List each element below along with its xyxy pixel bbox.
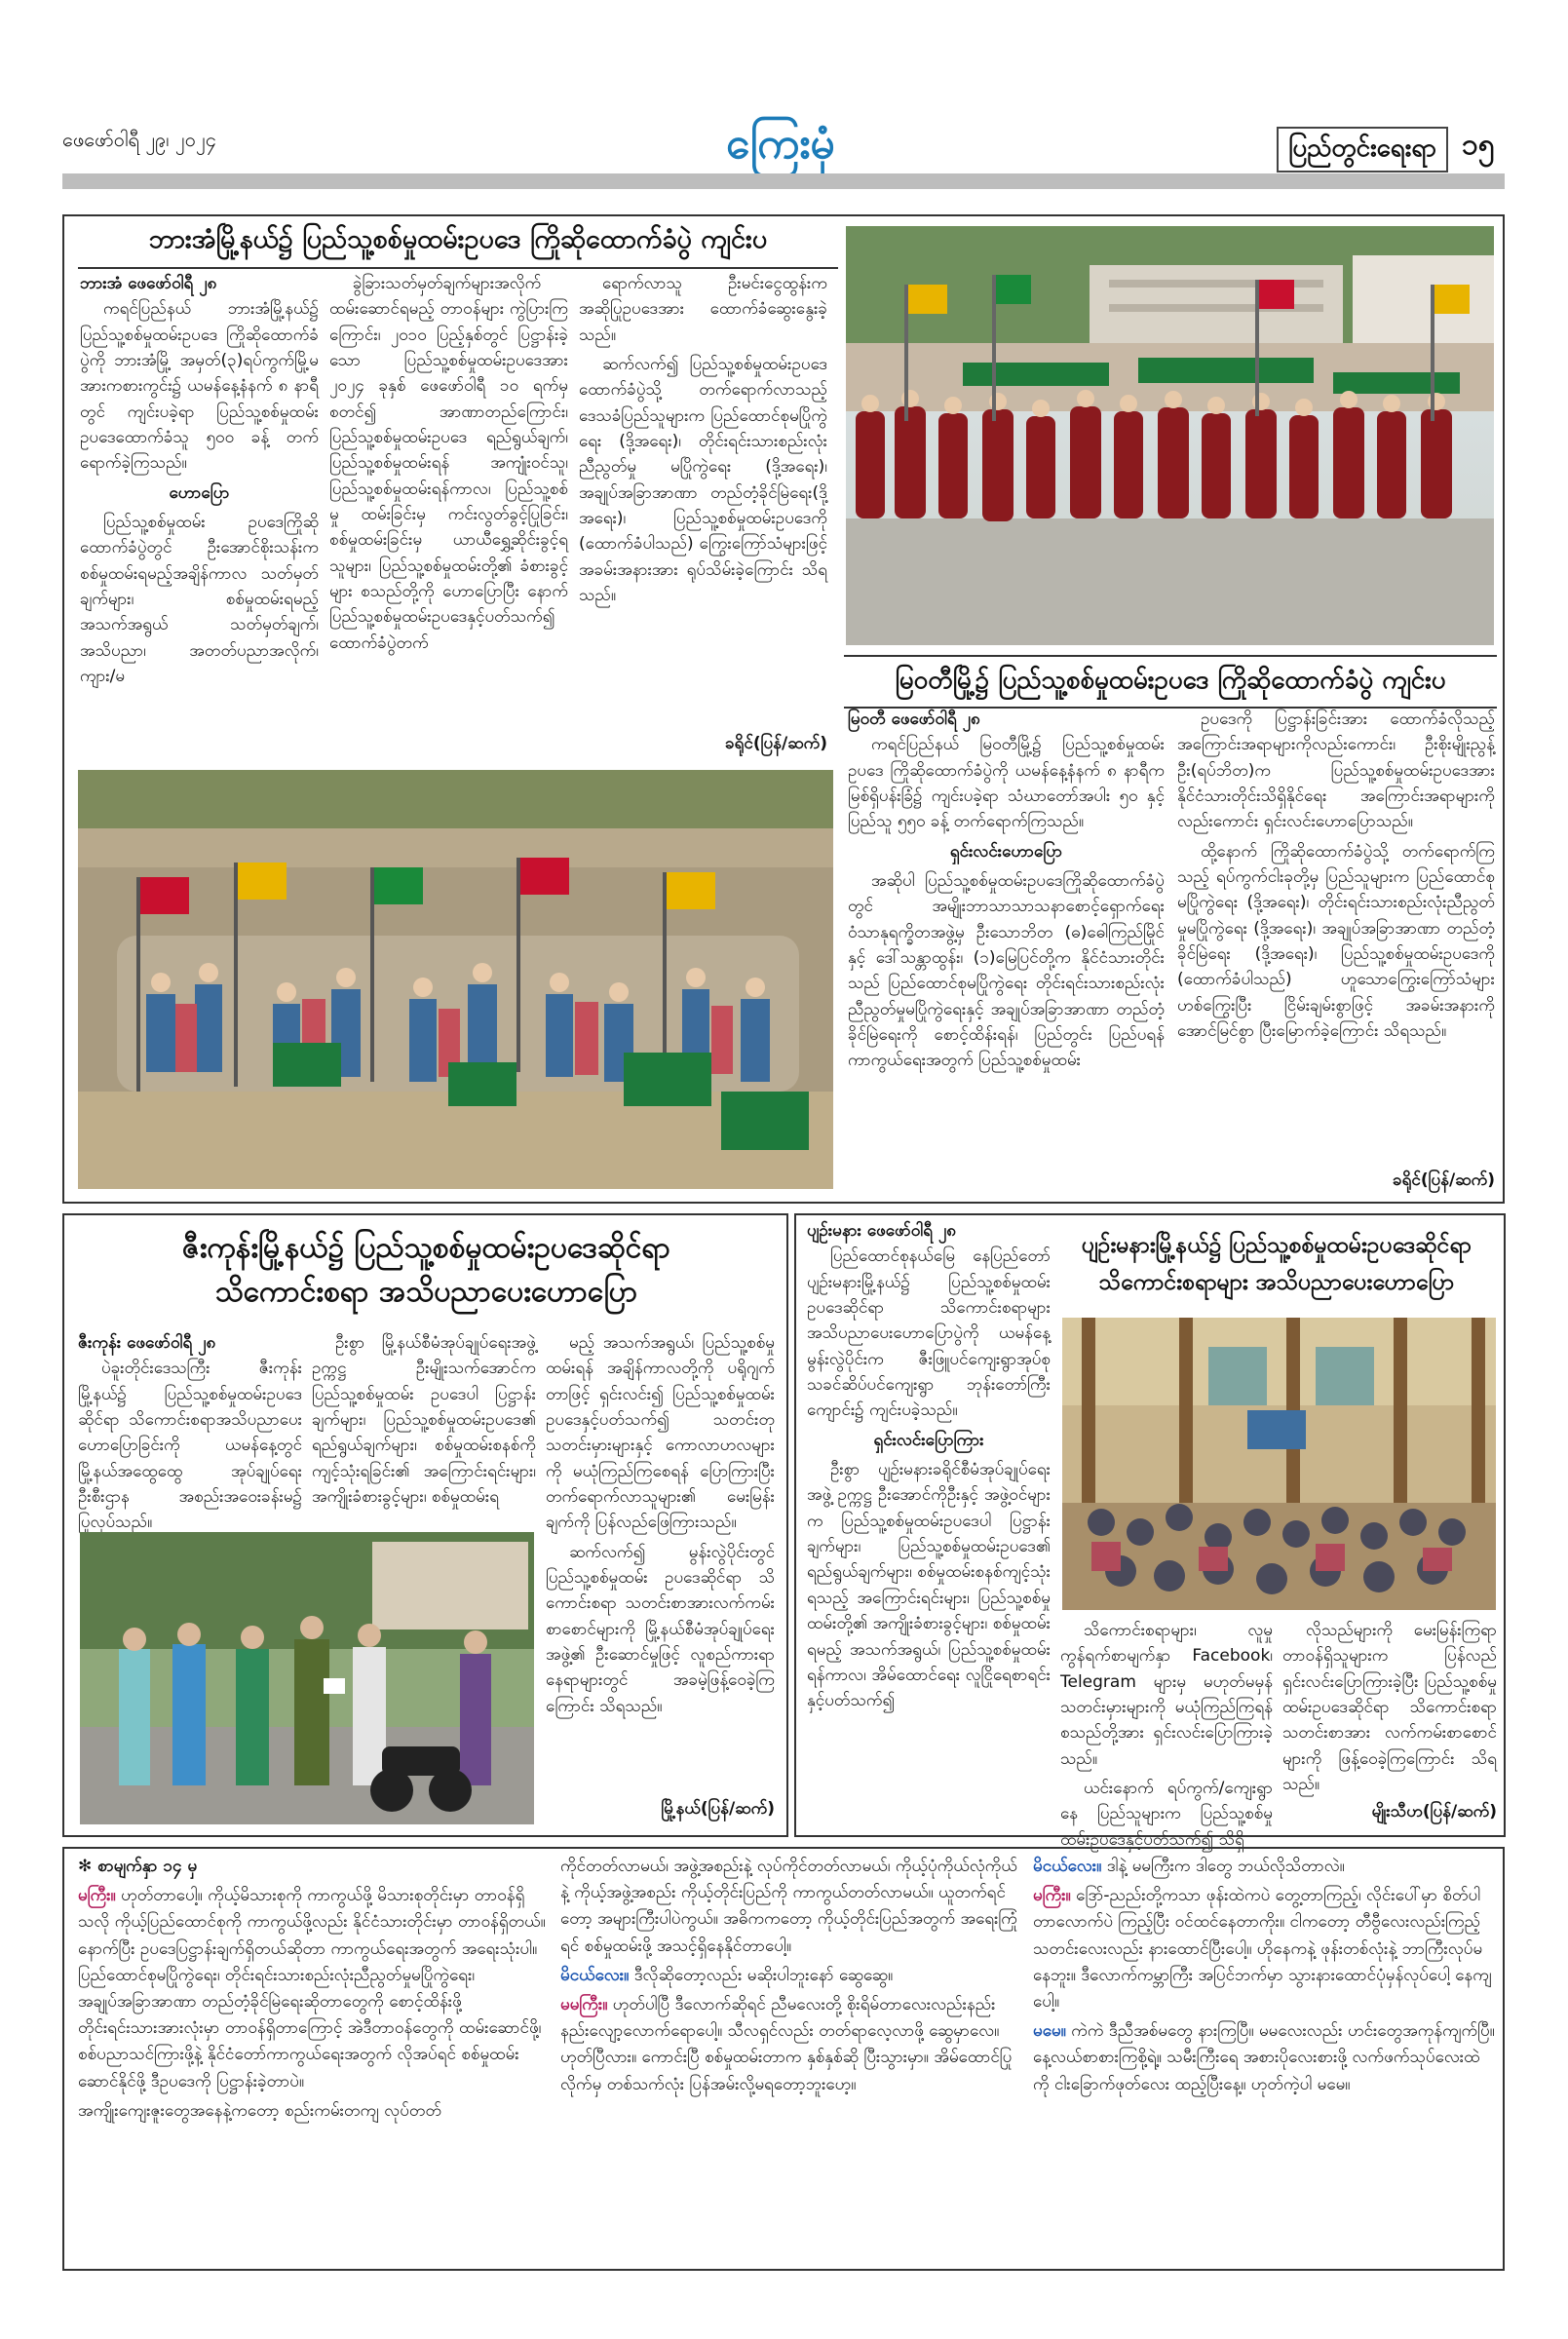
dialogue-text: ဒီလိုဆိုတော့လည်း မဆိုးပါဘူးနော် ဆွေဆွေ။: [633, 1965, 894, 1985]
monks-rally-photo: [846, 226, 1494, 645]
section-title: ပြည်တွင်းရေးရာ: [1277, 127, 1448, 173]
article4-paragraph: ပြည်ထောင်စုနယ်မြေ နေပြည်တော် ပျဉ်းမနားမြို့နယ်၌ ပြည်သူ့စစ်မှုထမ်းဥပဒေဆိုင်ရာ သိကောင်းစရာများအသိပညာပေးဟောပြောပွဲကို ယမန်နေ့မွန်းလွဲပိုင်းက ဇီးဖြူပင်ကျေးရွာအုပ်စု သခင်ဆိပ်ပင်ကျေးရွာ ဘုန်းတော်ကြီးကျောင်း၌ ကျင်းပခဲ့သည်။: [807, 1246, 1051, 1421]
dialogue-line: [560, 1992, 1018, 2098]
article2-dateline: မြဝတီ ဖေဖော်ဝါရီ ၂၈: [848, 709, 980, 729]
article1-byline: ခရိုင်(ပြန်/ဆက်): [725, 734, 827, 753]
article1-column-3: [579, 271, 827, 729]
article1-column-1: [80, 271, 319, 758]
continuation-column-2: [560, 1854, 1018, 2263]
newspaper-logo: ကြေးမုံ: [726, 119, 835, 169]
article3-paragraph: ဦးစွာ မြို့နယ်စီမံအုပ်ချုပ်ရေးအဖွဲ့ဥက္ကဋ္ဌ ဦးမျိုးသက်အောင်က ပြည်သူ့စစ်မှုထမ်း ဥပဒေပါ ပြဋ္ဌာန်းချက်များ၊ ပြည်သူ့စစ်မှုထမ်းဥပဒေ၏ ရည်ရွယ်ချက်များ၊ စစ်မှုထမ်းစနစ်ကို ကျင့်သုံးရခြင်း၏ အကြောင်းရင်းများ၊ အကျိုးခံစားခွင့်များ၊ စစ်မှုထမ်းရ: [312, 1333, 536, 1508]
article2-column-1: [848, 707, 1165, 1194]
article3-headline-line2: သိကောင်းစရာ အသိပညာပေးဟောပြော: [214, 1275, 638, 1309]
article3-byline: မြို့နယ်(ပြန်/ဆက်): [661, 1799, 775, 1819]
article4-byline: မျိုးသီဟ(ပြန်/ဆက်): [1371, 1802, 1497, 1821]
dialogue-text: ဒါနဲ့ မမကြီးက ဒါတွေ ဘယ်လိုသိတာလဲ။: [1106, 1857, 1345, 1876]
article4-column-1: [807, 1218, 1051, 1827]
dialogue-line: [1033, 2018, 1496, 2098]
article1-paragraph: ဆက်လက်၍ ပြည်သူ့စစ်မှုထမ်းဥပဒေထောက်ခံပွဲသို့ တက်ရောက်လာသည့် ဒေသခံပြည်သူများက ပြည်ထောင်စုမပြိုကွဲရေး (ဒို့အရေး)၊ တိုင်းရင်းသားစည်းလုံးညီညွတ်မှု မပြိုကွဲရေး (ဒို့အရေး)၊ အချုပ်အခြာအာဏာ တည်တံ့ခိုင်မြဲရေး(ဒို့အရေး)၊ ပြည်သူ့စစ်မှုထမ်းဥပဒေကို (ထောက်ခံပါသည်) ကြွေးကြော်သံများဖြင့် အခမ်းအနားအား ရုပ်သိမ်းခဲ့ကြောင်း သိရသည်။: [579, 355, 827, 606]
article4-column-3: [1282, 1618, 1497, 1798]
continuation-reference: ✻ စာမျက်နှာ ၁၄ မှ: [78, 1857, 198, 1876]
dialogue-text: ဟုတ်တာပေါ့။ ကိုယ့်မိသားစုကို ကာကွယ်ဖို့ မိသားစုတိုင်းမှာ တာဝန်ရှိသလို ကိုယ့်ပြည်ထောင်စုကို ကာကွယ်ဖို့လည်း နိုင်ငံသားတိုင်းမှာ တာဝန်ရှိတယ်။ နောက်ပြီး ဥပဒေပြဋ္ဌာန်းချက်ရှိတယ်ဆိုတာ ကာကွယ်ရေးအတွက် အရေးသုံးပါ။ ပြည်ထောင်စုမပြိုကွဲရေး၊ တိုင်းရင်းသားစည်းလုံးညီညွတ်မှုမပြိုကွဲရေး၊ အချုပ်အခြာအာဏာ တည်တံ့ခိုင်မြဲရေးဆိုတာတွေကို စောင့်ထိန်းဖို့ တိုင်းရင်းသားအားလုံးမှာ တာဝန်ရှိတာကြောင့် အဲဒီတာဝန်တွေကို ထမ်းဆောင်ဖို့၊ စစ်ပညာသင်ကြားဖို့နဲ့ နိုင်ငံတော်ကာကွယ်ရေးအတွက် လိုအပ်ရင် စစ်မှုထမ်းဆောင်နိုင်ဖို့ ဒီဥပဒေကို ပြဋ္ဌာန်းခဲ့တာပဲ။: [78, 1886, 546, 2091]
article4-headline-line1: ပျဉ်းမနားမြို့နယ်၌ ပြည်သူ့စစ်မှုထမ်းဥပဒေဆိုင်ရာ: [1081, 1233, 1472, 1258]
article3-paragraph: ဆက်လက်၍ မွန်းလွဲပိုင်းတွင် ပြည်သူ့စစ်မှုထမ်း ဥပဒေဆိုင်ရာ သိကောင်းစရာ သတင်းစာအားလက်ကမ်းစာစောင်များကို မြို့နယ်စီမံအုပ်ချုပ်ရေးအဖွဲ့၏ ဦးဆောင်မှုဖြင့် လူစည်ကားရာနေရာများတွင် အခမဲ့ဖြန့်ဝေခဲ့ကြကြောင်း သိရသည်။: [546, 1542, 775, 1716]
article4-headline-line2: သိကောင်းစရာများ အသိပညာပေးဟောပြော: [1098, 1269, 1455, 1295]
article4-paragraph: ယင်းနောက် ရပ်ကွက်/ကျေးရွာနေ ပြည်သူများက ပြည်သူ့စစ်မှုထမ်းဥပဒေနှင့်ပတ်သက်၍ သိရှိ: [1060, 1779, 1273, 1850]
article4-paragraph: လိုသည်များကို မေးမြန်းကြရာ တာဝန်ရှိသူများက ပြန်လည်ရှင်းလင်းပြောကြားခဲ့ပြီး ပြည်သူ့စစ်မှုထမ်းဥပဒေဆိုင်ရာ သိကောင်းစရာ သတင်းစာအား လက်ကမ်းစာစောင်များကို ဖြန့်ဝေခဲ့ကြကြောင်း သိရသည်။: [1282, 1621, 1497, 1795]
article3-column-2: [312, 1330, 536, 1525]
article1-paragraph: ကရင်ပြည်နယ် ဘားအံမြို့နယ်၌ ပြည်သူ့စစ်မှုထမ်းဥပဒေ ကြိုဆိုထောက်ခံပွဲကို ဘားအံမြို့ အမှတ်(၃)ရပ်ကွက်မြို့မအားကစားကွင်း၌ ယမန်နေ့နံနက် ၈ နာရီတွင် ကျင်းပခဲ့ရာ ပြည်သူ့စစ်မှုထမ်းဥပဒေထောက်ခံသူ ၅၀၀ ခန့် တက်ရောက်ခဲ့ကြသည်။: [80, 299, 319, 474]
speaker-name: မမကြီး။: [560, 1994, 608, 2014]
article1-dateline: ဘားအံ ဖေဖော်ဝါရီ ၂၈: [80, 274, 217, 293]
article2-paragraph: ထို့နောက် ကြိုဆိုထောက်ခံပွဲသို့ တက်ရောက်ကြသည့် ရပ်ကွက်ငါးခုတို့မှ ပြည်သူများက ပြည်ထောင်စုမပြိုကွဲရေး (ဒို့အရေး)၊ တိုင်းရင်းသားစည်းလုံးညီညွတ်မှုမပြိုကွဲရေး (ဒို့အရေး)၊ အချုပ်အခြာအာဏာ တည်တံ့ခိုင်မြဲရေး (ဒို့အရေး)၊ ပြည်သူ့စစ်မှုထမ်းဥပဒေကို (ထောက်ခံပါသည်) ဟူသောကြွေးကြော်သံများဟစ်ကြွေးပြီး ငြိမ်းချမ်းစွာဖြင့် အခမ်းအနားကို အောင်မြင်စွာ ပြီးမြောက်ခဲ့ကြောင်း သိရသည်။: [1177, 841, 1495, 1042]
header-band: [62, 173, 1505, 189]
dialogue-text: ဟုတ်ပါပြီ ဒီလောက်ဆိုရင် ညီမလေးတို့ စိုးရိမ်တာလေးလည်းနည်းနည်းလျော့လောက်ရောပေါ့။ သီလရှင်လည်း တတ်ရာလေ့လာဖို့ ဆွေမှာလေ။ ဟုတ်ပြီလား။ ကောင်းပြီ စစ်မှုထမ်းတာက နှစ်နှစ်ဆို ပြီးသွားမှာ။ အိမ်ထောင်ပြုလိုက်မှ တစ်သက်လုံး ပြန်အမ်းလို့မရတော့ဘူးဟေ့။: [560, 1994, 1013, 2094]
article4-column-2: [1060, 1618, 1273, 1850]
dialogue-line: [560, 1963, 1018, 1989]
dialogue-line: [1033, 1883, 1496, 2015]
article3-headline: [78, 1226, 775, 1314]
article1-headline: ဘားအံမြို့နယ်၌ ပြည်သူ့စစ်မှုထမ်းဥပဒေ ကြိုဆိုထောက်ခံပွဲ ကျင်းပ: [78, 222, 838, 269]
leaflet-distribution-photo: [80, 1532, 534, 1824]
article2-subheading: ရှင်းလင်းဟောပြော: [949, 841, 1063, 862]
article3-paragraph: ပဲခူးတိုင်းဒေသကြီး ဇီးကုန်းမြို့နယ်၌ ပြည်သူ့စစ်မှုထမ်းဥပဒေဆိုင်ရာ သိကောင်းစရာအသိပညာပေးဟောပြောခြင်းကို ယမန်နေ့တွင် မြို့နယ်အထွေထွေ အုပ်ချုပ်ရေးဦးစီးဌာန အစည်းအဝေးခန်းမ၌ ပြုလုပ်သည်။: [78, 1359, 302, 1533]
article2-paragraph: ဥပဒေကို ပြဋ္ဌာန်းခြင်းအား ထောက်ခံလိုသည့် အကြောင်းအရာများကိုလည်းကောင်း၊ ဦးစိုးမျိုးညွန့် ဦး(ရပ်ဘိတ)က ပြည်သူ့စစ်မှုထမ်းဥပဒေအား နိုင်ငံသားတိုင်းသိရှိနိုင်ရေး အကြောင်းအရာများကိုလည်းကောင်း ရှင်းလင်းဟောပြောသည်။: [1177, 709, 1495, 832]
dialogue-text: ကဲကဲ ဒီညီအစ်မတွေ နားကြပြီ။ မမလေးလည်း ဟင်းတွေအကုန်ကျက်ပြီ။ နေ့လယ်စာစားကြစို့ရဲ့။ သမီးကြီးရေ အစားပိုလေးစားဖို့ လက်ဖက်သုပ်လေးထဲကို ငါးခြောက်ဖုတ်လေး ထည့်ပြီးနေ့။ ဟုတ်ကဲ့ပါ မမေ။: [1033, 2021, 1495, 2094]
speaker-name: မမေ။: [1033, 2021, 1066, 2042]
continuation-column-3: [1033, 1854, 1496, 2263]
page-number: ၁၅: [1462, 128, 1495, 162]
article1-column-2: [329, 271, 568, 758]
dialogue-text: အကျိုးကျေးဇူးတွေအနေနဲ့ကတော့ စည်းကမ်းတကျ လုပ်တတ်: [78, 2100, 442, 2121]
dialogue-text: ကိုင်တတ်လာမယ်၊ အဖွဲ့အစည်းနဲ့ လုပ်ကိုင်တတ်လာမယ်၊ ကိုယ့်ပုံကိုယ်လုံကိုယ်နဲ့ ကိုယ့်အဖွဲ့အစည်း ကိုယ့်တိုင်းပြည်ကို ကာကွယ်တတ်လာမယ်။ ယူတက်ရင်တော့ အများကြီးပါပဲကွယ်။ အဓိကကတော့ ကိုယ့်တိုင်းပြည်အတွက် အရေးကြုံရင် စစ်မှုထမ်းဖို့ အသင့်ရှိနေနိုင်တာပေါ့။: [560, 1857, 1017, 1956]
dialogue-line: [1033, 1854, 1496, 1880]
article1-paragraph: ရောက်လာသူ ဦးမင်းငွေထွန်းက အဆိုပြုဥပဒေအား ထောက်ခံဆွေးနွေးခဲ့သည်။: [579, 274, 827, 345]
article2-column-2: [1177, 707, 1495, 1165]
issue-date: ဖေဖော်ဝါရီ ၂၉၊ ၂၀၂၄: [62, 128, 217, 151]
article3-headline-line1: ဇီးကုန်းမြို့နယ်၌ ပြည်သူ့စစ်မှုထမ်းဥပဒေဆိုင်ရာ: [181, 1231, 671, 1265]
speaker-name: မိငယ်လေး။: [560, 1965, 630, 1985]
dialogue-text: ဒြော်-ညည်းတို့ကသာ ဖုန်းထဲကပဲ တွေ့တာကြည့်၊ လိုင်းပေါ်မှာ စိတ်ပါတာလောက်ပဲ ကြည့်ပြီး ဝင်ထင်နေတာကိုး။ ငါကတော့ တီဗွီလေးလည်းကြည့် သတင်းလေးလည်း နားထောင်ပြီးပေါ့။ ဟိုနေကနဲ့ ဖုန်းတစ်လုံးနဲ့ ဘာကြီးလုပ်မနေဘူး။ ဒီလောက်ကမ္ဘာကြီး အပြင်ဘက်မှာ သွားနားထောင်ပုံမှန်လုပ်ပေါ့ နေကျပေါ့။: [1033, 1886, 1492, 2012]
article1-subheading: ဟောပြော: [169, 482, 230, 503]
speaker-name: မကြီး။: [78, 1886, 116, 1906]
continuation-column-1: [78, 1854, 546, 2263]
article1-paragraph: ပြည်သူ့စစ်မှုထမ်း ဥပဒေကြိုဆိုထောက်ခံပွဲတွင် ဦးအောင်စိုးသန်းက စစ်မှုထမ်းရမည့်အချိန်ကာလ သတ်မှတ်ချက်များ၊ စစ်မှုထမ်းရမည့် အသက်အရွယ် သတ်မှတ်ချက်၊ အသိပညာ၊ အတတ်ပညာအလိုက်၊ ကျား/မ: [80, 513, 319, 687]
crowd-rally-photo: [78, 770, 833, 1189]
speaker-name: မိငယ်လေး။: [1033, 1857, 1102, 1876]
article3-paragraph: မည့် အသက်အရွယ်၊ ပြည်သူ့စစ်မှုထမ်းရန် အချိန်ကာလတို့ကို ပရိုဂျက်တာဖြင့် ရှင်းလင်း၍ ပြည်သူ့စစ်မှုထမ်း ဥပဒေနှင့်ပတ်သက်၍ သတင်းတု သတင်းမှားများနှင့် ကောလာဟလများကို မယုံကြည်ကြစေရန် ပြောကြားပြီး တက်ရောက်လာသူများ၏ မေးမြန်းချက်ကို ပြန်လည်ဖြေကြားသည်။: [546, 1333, 775, 1533]
article4-dateline: ပျဉ်းမနား ဖေဖော်ဝါရီ ၂၈: [807, 1221, 956, 1241]
dialogue-line: [78, 1883, 546, 2095]
monastery-audience-photo: [1062, 1318, 1496, 1610]
article3-dateline: ဇီးကုန်း ဖေဖော်ဝါရီ ၂၈: [78, 1333, 216, 1353]
article4-paragraph: ဦးစွာ ပျဉ်းမနားခရိုင်စီမံအုပ်ချုပ်ရေးအဖွဲ့ ဥက္ကဋ္ဌ ဦးအောင်ကိုဦးနှင့် အဖွဲ့ဝင်များက ပြည်သူ့စစ်မှုထမ်းဥပဒေပါ ပြဋ္ဌာန်းချက်များ၊ ပြည်သူ့စစ်မှုထမ်းဥပဒေ၏ ရည်ရွယ်ချက်များ၊ စစ်မှုထမ်းစနစ်ကျင့်သုံးရသည့် အကြောင်းရင်းများ၊ ပြည်သူ့စစ်မှုထမ်းတို့၏ အကျိုးခံစားခွင့်များ၊ စစ်မှုထမ်းရမည့် အသက်အရွယ်၊ ပြည်သူ့စစ်မှုထမ်းရန်ကာလ၊ အိမ်ထောင်ရေး လူငြိုရေစာရင်းနှင့်ပတ်သက်၍: [807, 1460, 1051, 1711]
article3-column-3: [546, 1330, 775, 1793]
article2-byline: ခရိုင်(ပြန်/ဆက်): [1393, 1170, 1495, 1190]
article2-paragraph: အဆိုပါ ပြည်သူ့စစ်မှုထမ်းဥပဒေကြိုဆိုထောက်ခံပွဲ တွင် အမျိုးဘာသာသာသနာစောင့်ရှောက်ရေးဝံသာနုရက္ခိတအဖွဲ့မှ ဦးသောဘိတ (ဓ)ဓေါကြည်မြိုင်နှင့် ဒေါ်သန္တာထွန်း၊ (၁)မြေပြင်တို့က နိုင်ငံသားတိုင်းသည် ပြည်ထောင်စုမပြိုကွဲရေး တိုင်းရင်းသားစည်းလုံးညီညွတ်မှုမပြိုကွဲရေးနှင့် အချုပ်အခြာအာဏာ တည်တံ့ခိုင်မြဲရေးကို စောင့်ထိန်းရန်၊ ပြည်တွင်း ပြည်ပရန် ကာကွယ်ရေးအတွက် ပြည်သူ့စစ်မှုထမ်း: [848, 871, 1165, 1071]
article2-paragraph: ကရင်ပြည်နယ် မြဝတီမြို့၌ ပြည်သူ့စစ်မှုထမ်းဥပဒေ ကြိုဆိုထောက်ခံပွဲကို ယမန်နေ့နံနက် ၈ နာရီက မြစ်ရှိပန်းခြံ၌ ကျင်းပခဲ့ရာ သံဃာတော်အပါး ၅၀ နှင့် ပြည်သူ ၅၅၀ ခန့် တက်ရောက်ကြသည်။: [848, 735, 1165, 832]
article4-paragraph: သိကောင်းစရာများ၊ လူမှုကွန်ရက်စာမျက်နှာ Facebook၊ Telegram များမှ မဟုတ်မမှန်သတင်းမှားများကို မယုံကြည်ကြရန် စသည်တို့အား ရှင်းလင်းပြောကြားခဲ့သည်။: [1060, 1621, 1273, 1769]
speaker-name: မကြီး။: [1033, 1886, 1071, 1906]
article1-paragraph: ခွဲခြားသတ်မှတ်ချက်များအလိုက် ထမ်းဆောင်ရမည့် တာဝန်များ ကွဲပြားကြကြောင်း၊ ၂၀၁၀ ပြည့်နှစ်တွင် ပြဋ္ဌာန်းခဲ့သော ပြည်သူ့စစ်မှုထမ်းဥပဒေအား ၂၀၂၄ ခုနှစ် ဖေဖော်ဝါရီ ၁၀ ရက်မှ စတင်၍ အာဏာတည်ကြောင်း၊ ပြည်သူ့စစ်မှုထမ်းဥပဒေ ရည်ရွယ်ချက်၊ ပြည်သူ့စစ်မှုထမ်းရန် အကျုံးဝင်သူ၊ ပြည်သူ့စစ်မှုထမ်းရန်ကာလ၊ ပြည်သူ့စစ်မှု ထမ်းခြင်းမှ ကင်းလွတ်ခွင့်ပြုခြင်း၊ စစ်မှုထမ်းခြင်းမှ ယာယီရွှေ့ဆိုင်းခွင့်ရသူများ၊ ပြည်သူ့စစ်မှုထမ်းတို့၏ ခံစားခွင့်များ စသည်တို့ကို ဟောပြောပြီး နောက် ပြည်သူ့စစ်မှုထမ်းဥပဒေနှင့်ပတ်သက်၍ ထောက်ခံပွဲတက်: [329, 274, 568, 653]
dialogue-line: [560, 1854, 1018, 1960]
article2-headline: မြဝတီမြို့၌ ပြည်သူ့စစ်မှုထမ်းဥပဒေ ကြိုဆိုထောက်ခံပွဲ ကျင်းပ: [844, 655, 1497, 709]
article4-headline: [1057, 1228, 1496, 1302]
article4-subheading: ရှင်းလင်းပြောကြား: [873, 1430, 984, 1450]
article3-column-1: [78, 1330, 302, 1533]
dialogue-line: [78, 2098, 546, 2125]
